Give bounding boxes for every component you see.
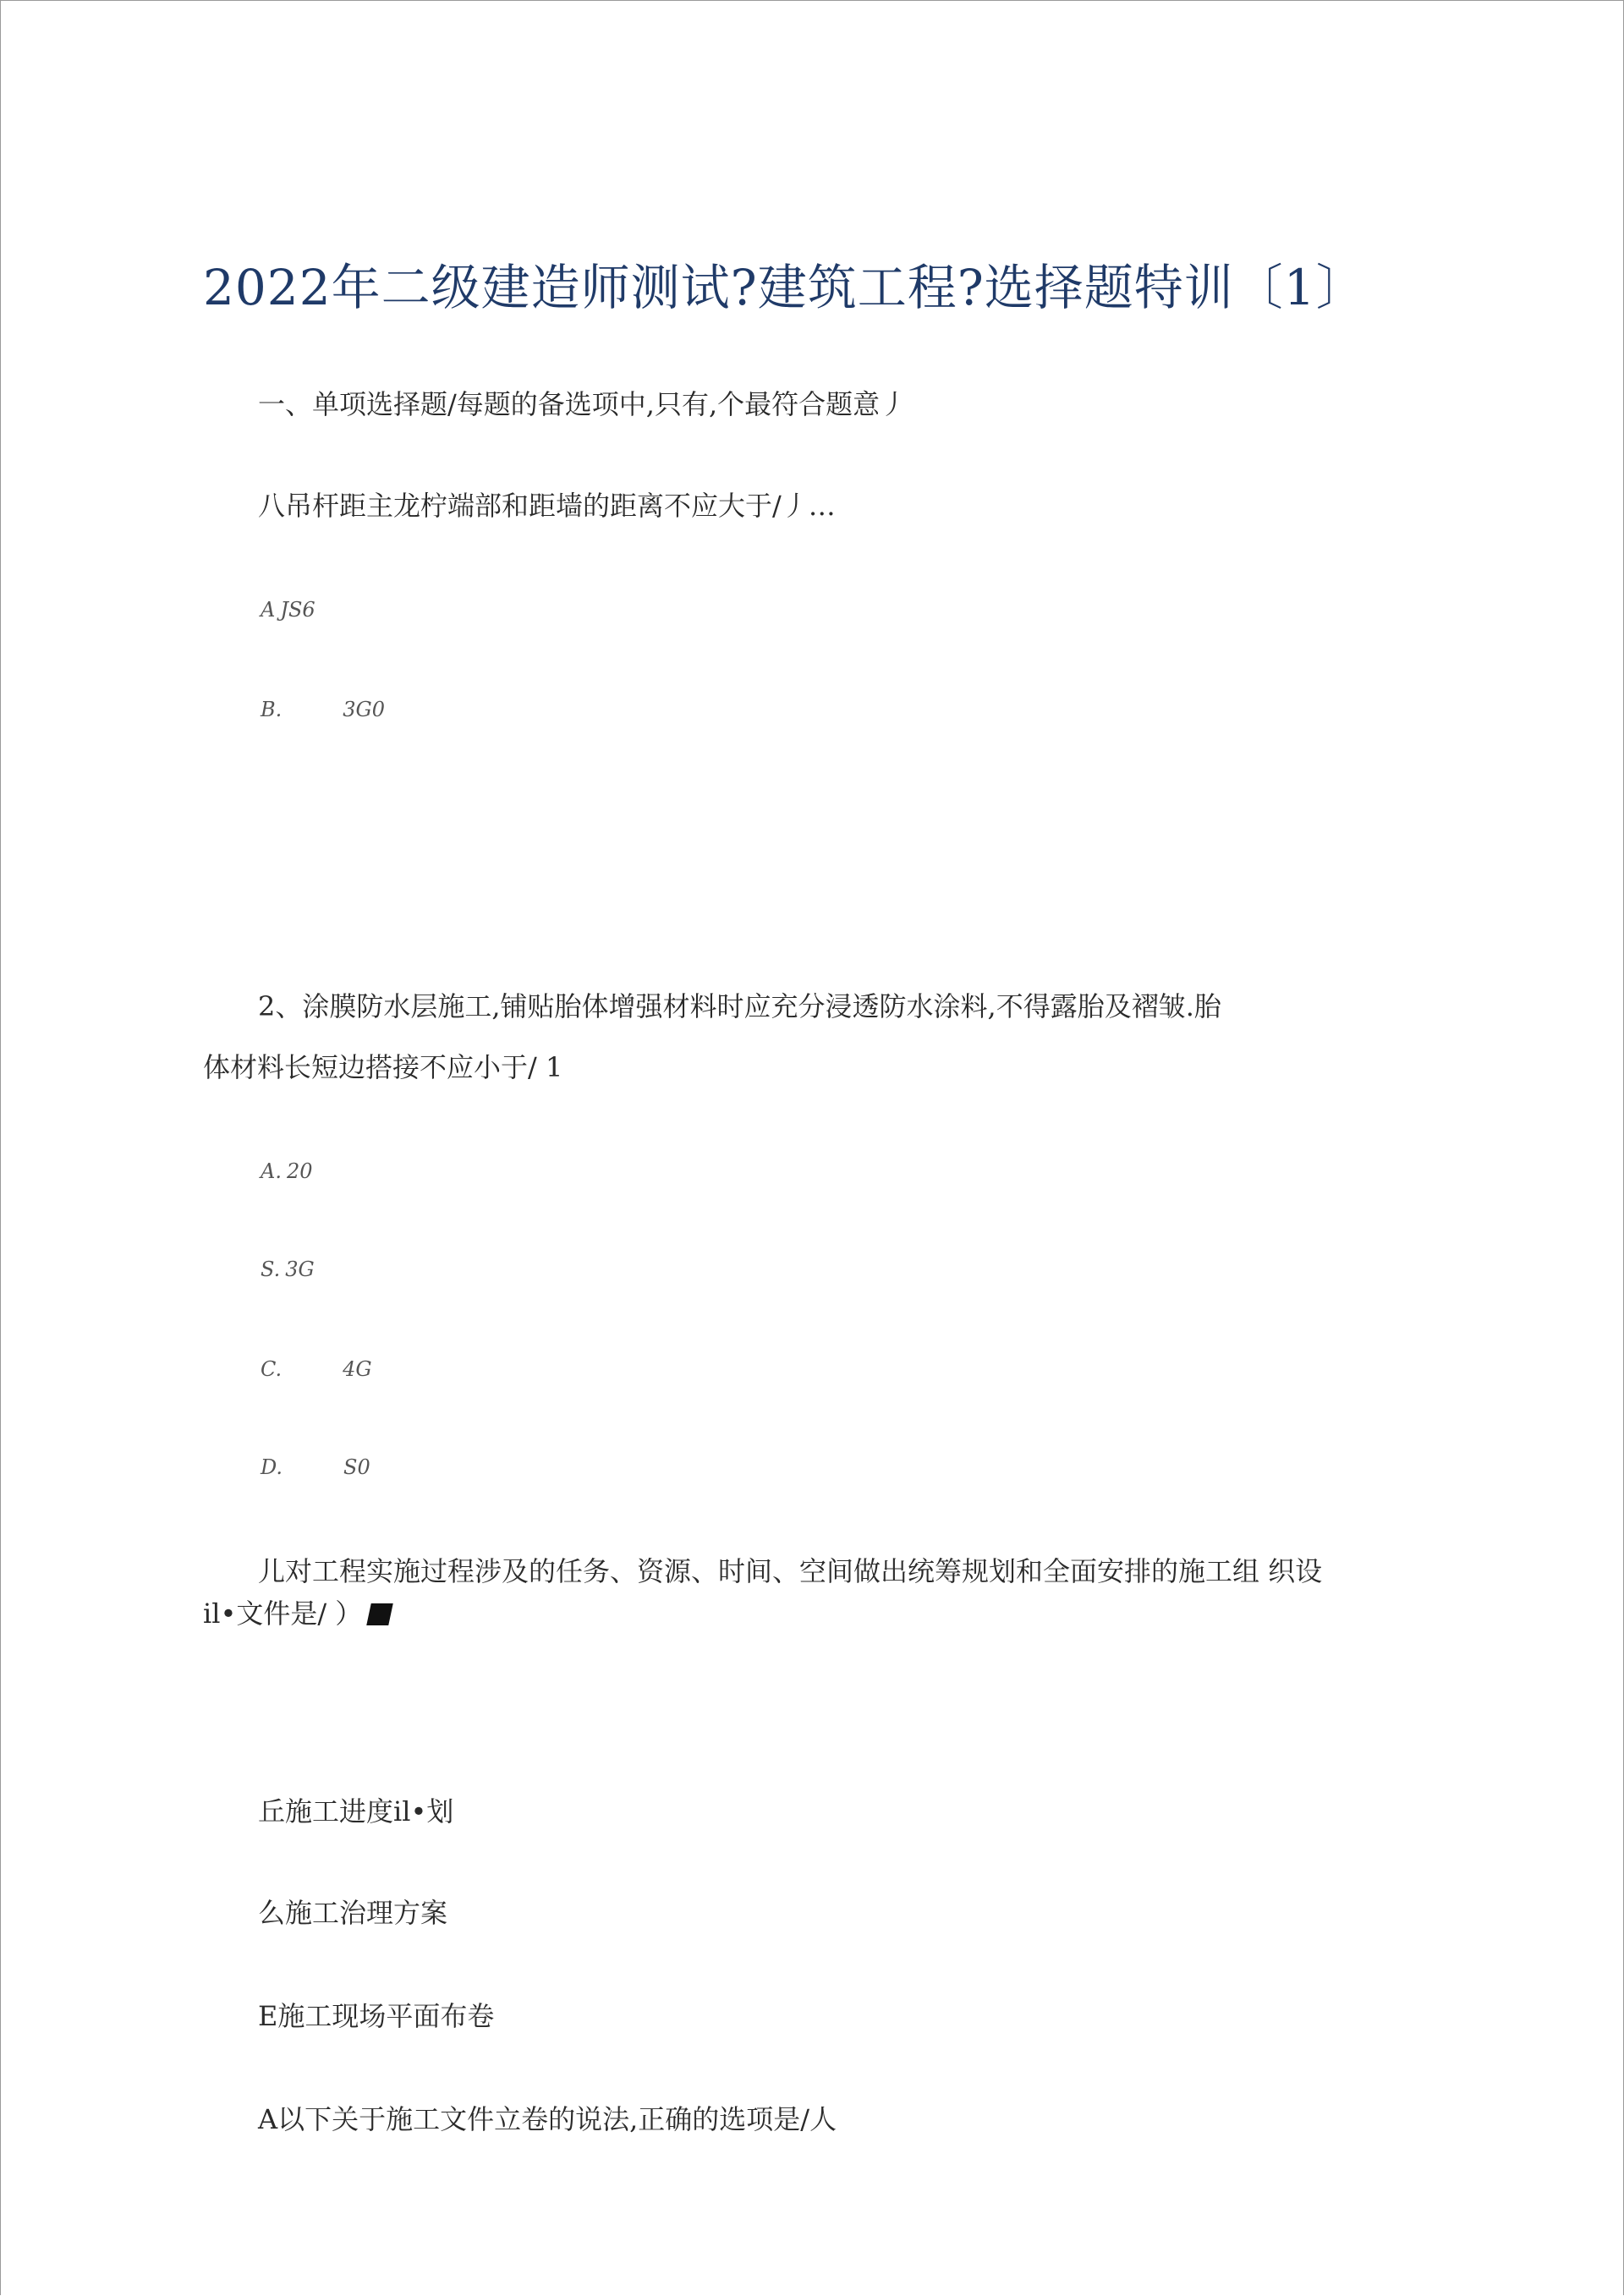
option-value: 20 [286,1159,313,1183]
question-2-option-a [261,1157,313,1186]
document-title: 2022年二级建造师测试?建筑工程?选择题特训〔1〕 [203,259,1366,316]
option-label: D. [261,1455,283,1479]
option-label: C. [261,1357,283,1381]
option-label: B. [261,698,283,721]
question-2-option-c [261,1355,372,1384]
question-1-option-b [261,695,385,724]
option-value: 3G [285,1258,315,1281]
question-1-text: 八吊杆距主龙柠端部和距墙的距离不应大于/丿… [258,490,836,522]
question-3-option-3: E施工现场平面布卷 [258,2000,495,2032]
question-1-option-a [261,595,315,624]
option-value: 4G [343,1357,372,1381]
question-2-text-line2: 体材料长短边搭接不应小于/ 1 [203,1051,563,1083]
question-3-text-line1: 儿对工程实施过程涉及的任务、资源、时间、空间做出统筹规划和全面安排的施工组 织设 [258,1555,1323,1587]
section-heading: 一、单项选择题/每题的备选项中,只有,个最符合题意丿 [258,388,908,420]
black-square-icon [367,1603,394,1625]
option-value: 3G0 [343,698,385,721]
question-3-option-1: 丘施工进度il•划 [258,1795,454,1827]
question-3-option-2: 么施工治理方案 [258,1897,448,1929]
question-2-text-line1: 2、涂膜防水层施工,铺贴胎体增强材料时应充分浸透防水涂料,不得露胎及褶皱.胎 [258,990,1221,1022]
question-4-text: A以下关于施工文件立卷的说法,正确的选项是/人 [258,2103,837,2135]
option-label: S. [261,1258,281,1281]
question-2-option-b [261,1255,315,1284]
option-value: JS6 [280,598,315,622]
option-label: A. [261,1159,282,1183]
option-value: S0 [343,1455,370,1479]
question-3-text-line2-text: il•文件是/ ） [203,1597,363,1630]
question-3-text-line2 [203,1595,391,1632]
question-2-option-d [261,1453,370,1482]
option-label: A [261,598,276,622]
